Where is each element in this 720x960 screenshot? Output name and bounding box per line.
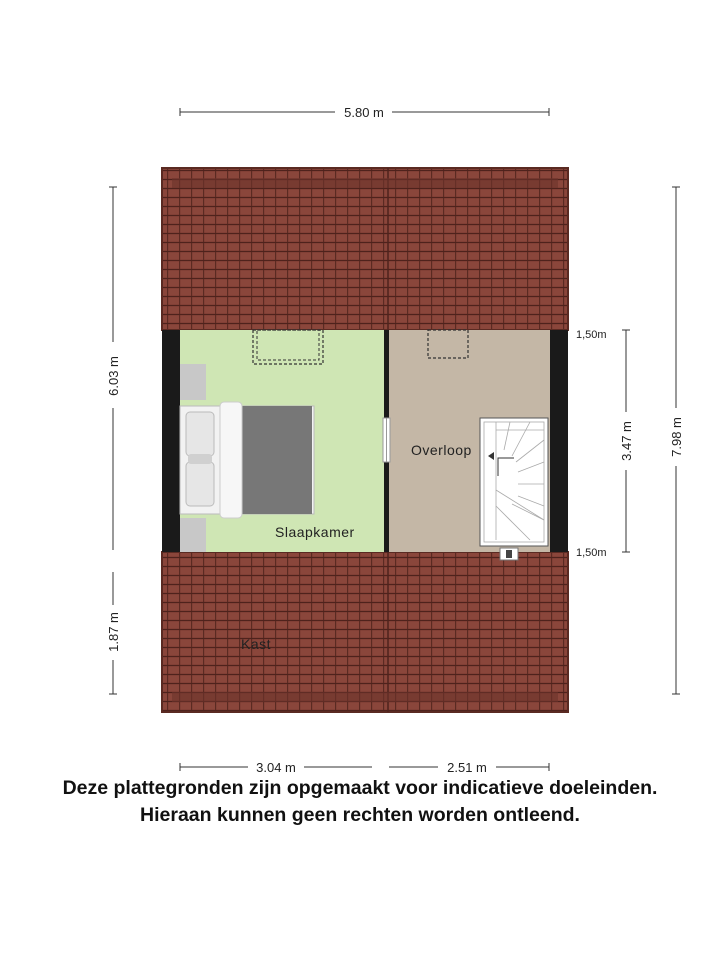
dimension-right-bottom-small-label: 1,50m <box>576 547 607 559</box>
wall-right <box>550 330 568 552</box>
dimension-right-top-small-label: 1,50m <box>576 329 607 341</box>
staircase <box>480 418 548 560</box>
dimension-bottom-right-label: 2.51 m <box>447 760 487 775</box>
disclaimer-line-1: Deze plattegronden zijn opgemaakt voor indicatieve doeleinden. <box>62 777 658 799</box>
dimension-right-middle <box>619 330 634 552</box>
wall-left <box>162 330 180 552</box>
dimension-right-total-label: 7.98 m <box>669 417 684 457</box>
dimension-bottom-left <box>180 760 372 775</box>
nightstand-top <box>180 364 206 400</box>
room-label-storage: Kast <box>241 636 272 652</box>
dimension-right-middle-label: 3.47 m <box>619 421 634 461</box>
dimension-left-upper <box>106 187 121 550</box>
dimension-left-lower-label: 1.87 m <box>106 612 121 652</box>
bed <box>180 402 314 518</box>
roof-bottom <box>162 552 568 712</box>
dimension-right-total <box>669 187 684 694</box>
room-label-bedroom: Slaapkamer <box>275 524 355 540</box>
dimension-top-width <box>180 105 549 120</box>
dimension-top-width-label: 5.80 m <box>344 105 384 120</box>
dimension-left-lower <box>106 572 121 694</box>
dimension-bottom-right <box>389 760 549 775</box>
dimension-bottom-left-label: 3.04 m <box>256 760 296 775</box>
dimension-left-upper-label: 6.03 m <box>106 356 121 396</box>
nightstand-bottom <box>180 518 206 552</box>
room-label-landing: Overloop <box>411 442 472 458</box>
disclaimer-line-2: Hieraan kunnen geen rechten worden ontleend. <box>140 804 580 826</box>
roof-top <box>162 168 568 330</box>
